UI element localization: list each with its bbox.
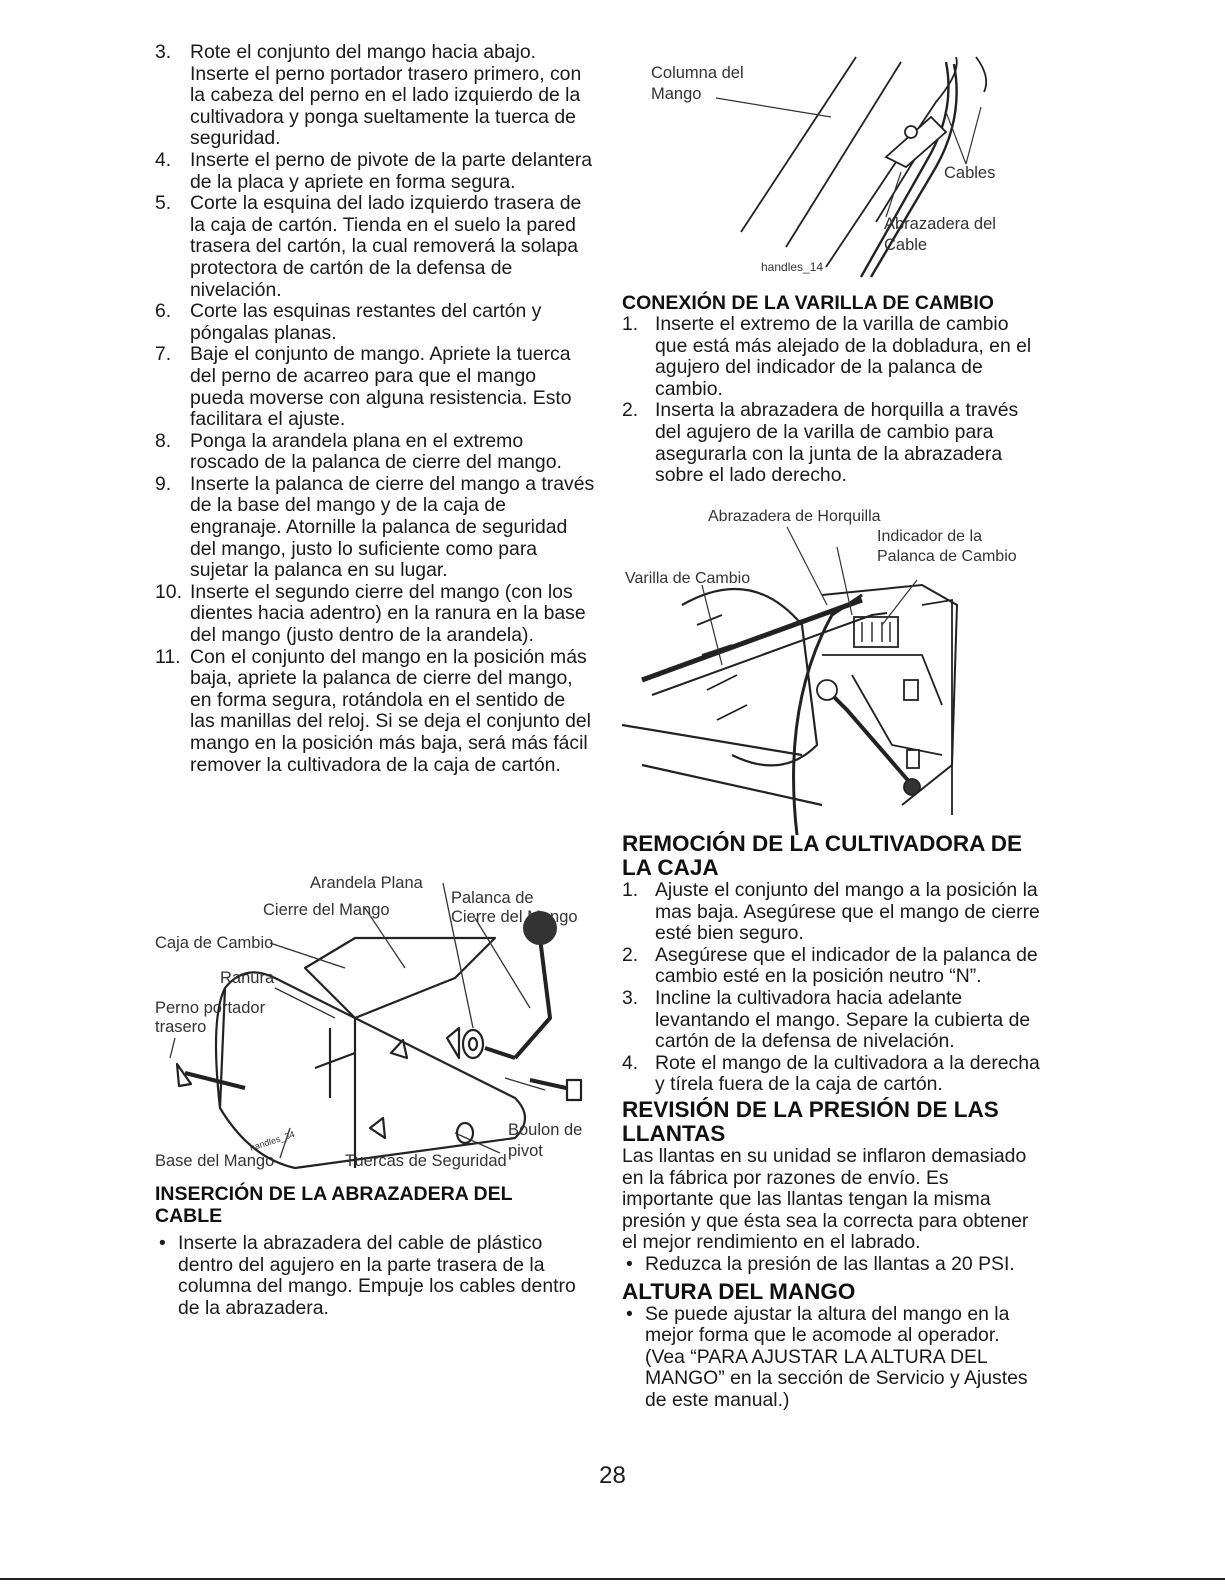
label-varilla-de-cambio: Varilla de Cambio: [625, 570, 751, 587]
label-cierre-del-mango: Cierre del Mango: [263, 901, 390, 919]
label-base-del-mango: Base del Mango: [155, 1152, 275, 1170]
label-cierre-del-mango-right: Cierre del Mango: [451, 908, 578, 926]
remocion-steps: [622, 880, 1042, 1096]
label-abrazadera-de-horquilla: Abrazadera de Horquilla: [708, 508, 881, 525]
list-item: • Se puede ajustar la altura del mango en la mejor forma que le acomode al operador. (Vea “PARA AJUSTAR LA ALTURA DEL MANGO” en la sección de Servicio y Ajustes de este manual.): [626, 1302, 1028, 1411]
label-caja-de-cambio: Caja de Cambio: [155, 934, 274, 952]
label-indicador-de-la: Indicador de la: [877, 528, 982, 545]
bottom-rule: [0, 1578, 1225, 1580]
label-cables: Cables: [944, 164, 996, 182]
handle-assembly-figure: [155, 868, 595, 1180]
list-item: 11. Con el conjunto del mango en la posición más baja, apriete la palanca de cierre del mango, en forma segura, rotándola en el sentido de las manillas del reloj. Si se deja el conjunto del mango en la posición más baja, será más fácil remover la cultivadora de la caja de cartón.: [155, 645, 591, 776]
insercion-heading: INSERCIÓN DE LA ABRAZADERA DEL CABLE: [155, 1183, 513, 1227]
label-pivot: pivot: [508, 1142, 543, 1160]
conexion-steps: [622, 314, 1042, 487]
list-item: • Inserte la abrazadera del cable de plástico dentro del agujero en la parte trasera de la columna del mango. Empuje los cables dentro de la abrazadera.: [159, 1232, 576, 1319]
cable-clamp-figure: [646, 52, 1036, 282]
shift-rod-figure: [622, 505, 1042, 841]
shift-rod-diagram: [622, 505, 1042, 841]
list-item: 1. Ajuste el conjunto del mango a la posición la mas baja. Asegúrese que el mango de cierre esté bien seguro.: [622, 879, 1040, 945]
list-item: 7. Baje el conjunto de mango. Apriete la tuerca del perno de acarreo para que el mango pueda moverse con alguna resistencia. Esto facilitara el ajuste.: [155, 343, 572, 431]
page-number: 28: [599, 1462, 626, 1489]
label-boulon-de: Boulon de: [508, 1121, 583, 1139]
label-mango: Mango: [651, 85, 702, 103]
label-ranura: Ranura: [220, 969, 275, 987]
revision-heading: REVISIÓN DE LA PRESIÓN DE LAS LLANTAS: [622, 1096, 999, 1146]
label-trasero: trasero: [155, 1018, 207, 1036]
list-item: 8. Ponga la arandela plana en el extremo roscado de la palanca de cierre del mango.: [155, 429, 562, 474]
list-item: 10. Inserte el segundo cierre del mango (con los dientes hacia adentro) en la ranura en la base del mango (justo dentro de la arandela).: [155, 580, 586, 647]
list-item: 5. Corte la esquina del lado izquierdo trasera de la caja de cartón. Tienda en el suelo la pared trasera del cartón, la cual removerá la solapa protectora de cartón de la defensa de nivelación.: [155, 192, 582, 301]
label-palanca-de-cambio: Palanca de Cambio: [877, 548, 1017, 565]
label-columna-del: Columna del: [651, 64, 744, 82]
list-item: 2. Asegúrese que el indicador de la palanca de cambio esté en la posición neutro “N”.: [622, 943, 1038, 988]
handle-install-steps: [155, 42, 595, 776]
cable-clamp-diagram: [646, 52, 1036, 282]
insercion-bullets: [155, 1233, 595, 1319]
label-palanca-de: Palanca de: [451, 889, 534, 907]
list-item: • Reduzca la presión de las llantas a 20 PSI.: [626, 1252, 1015, 1275]
altura-bullets: [622, 1304, 1042, 1412]
figure-code: handles_34: [248, 1129, 296, 1153]
altura-heading: ALTURA DEL MANGO: [622, 1278, 856, 1304]
revision-paragraph: Las llantas en su unidad se inflaron demasiado en la fábrica por razones de envío. Es importante que las llantas tengan la misma presión y que ésta sea la correcta para obtener el mejor rendimiento en el labrado.: [622, 1144, 1029, 1254]
list-item: 6. Corte las esquinas restantes del cartón y póngalas planas.: [155, 300, 542, 344]
label-cable: Cable: [884, 236, 928, 254]
list-item: 4. Inserte el perno de pivote de la parte delantera de la placa y apriete en forma segura.: [155, 148, 593, 193]
label-tuercas-de-seguridad: Tuercas de Seguridad: [345, 1152, 507, 1170]
conexion-section: [622, 292, 1042, 487]
insercion-section: [155, 1183, 595, 1319]
remocion-section: [622, 832, 1042, 1411]
list-item: 2. Inserta la abrazadera de horquilla a través del agujero de la varilla de cambio para asegurarla con la junta de la abrazadera sobre el lado derecho.: [622, 399, 1019, 487]
figure-code: handles_14: [761, 260, 824, 274]
list-item: 3. Incline la cultivadora hacia adelante levantando el mango. Separe la cubierta de cartón de la defensa de nivelación.: [622, 986, 1031, 1053]
conexion-heading: CONEXIÓN DE LA VARILLA DE CAMBIO: [622, 292, 994, 314]
list-item: 4. Rote el mango de la cultivadora a la derecha y tírela fuera de la caja de cartón.: [622, 1051, 1040, 1096]
label-arandela-plana: Arandela Plana: [310, 874, 423, 892]
list-item: 3. Rote el conjunto del mango hacia abajo. Inserte el perno portador trasero primero, con la cabeza del perno en el lado izquierdo de la cultivadora y ponga sueltamente la tuerca de seguridad.: [155, 41, 582, 150]
label-perno-portador: Perno portador: [155, 999, 266, 1017]
list-item: 1. Inserte el extremo de la varilla de cambio que está más alejado de la dobladura, en el agujero del indicador de la palanca de cambio.: [622, 313, 1032, 400]
remocion-heading: REMOCIÓN DE LA CULTIVADORA DE LA CAJA: [622, 831, 1022, 880]
label-abrazadera-del: Abrazadera del: [884, 215, 996, 233]
revision-bullets: [622, 1254, 1042, 1276]
handle-assembly-diagram: [155, 868, 595, 1180]
list-item: 9. Inserte la palanca de cierre del mango a través de la base del mango y de la caja de engranaje. Atornille la palanca de seguridad del mango, justo lo suficiente como para sujetar la palanca en su lugar.: [155, 472, 595, 582]
